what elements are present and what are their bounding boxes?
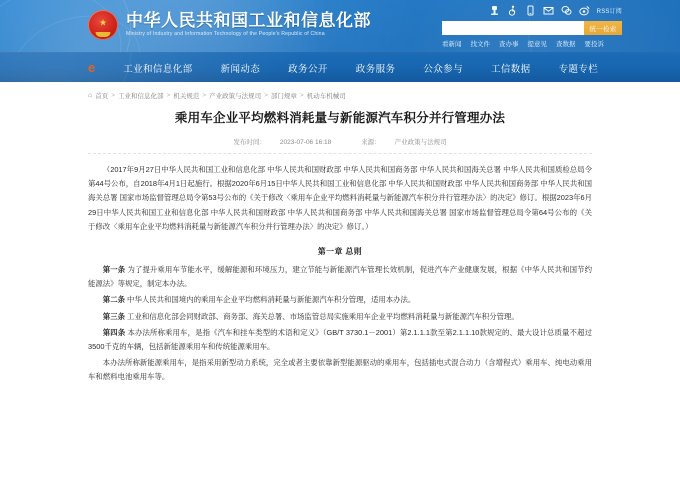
breadcrumb-item-rules[interactable]: 部门规章 xyxy=(270,93,297,100)
breadcrumb-item-current: 机动车机械司 xyxy=(306,93,346,100)
accessibility-hand-icon[interactable] xyxy=(489,5,500,16)
quick-link-news[interactable]: 看新闻 xyxy=(442,41,462,48)
article-text: 中华人民共和国境内的乘用车企业平均燃料消耗量与新能源汽车积分管理，适用本办法。 xyxy=(127,295,416,305)
header-utility-area xyxy=(442,3,622,48)
article-label: 第二条 xyxy=(102,295,125,305)
article-label: 第一条 xyxy=(102,265,126,275)
weibo-icon[interactable] xyxy=(579,5,590,16)
mobile-phone-icon[interactable] xyxy=(525,5,536,16)
site-header xyxy=(0,0,680,52)
nav-item-special-topics[interactable]: 专题专栏 xyxy=(558,63,599,75)
breadcrumb-separator: > xyxy=(166,92,171,99)
article-paragraph xyxy=(88,293,592,307)
document-meta xyxy=(88,137,592,154)
breadcrumb-separator: > xyxy=(264,92,268,99)
emblem-star-icon: ★ xyxy=(98,17,108,28)
main-navigation xyxy=(0,52,680,82)
quick-link-documents[interactable]: 找文件 xyxy=(470,41,490,48)
breadcrumb-item-ministry[interactable]: 工业和信息化部 xyxy=(118,93,164,100)
article-label: 第三条 xyxy=(102,311,125,321)
nav-item-public-participation[interactable]: 公众参与 xyxy=(423,63,463,75)
document-body xyxy=(88,163,592,385)
article-paragraph xyxy=(88,263,592,291)
breadcrumb-separator: > xyxy=(111,92,116,99)
breadcrumb-separator: > xyxy=(202,92,207,99)
header-icon-row xyxy=(442,3,622,17)
quick-link-services[interactable]: 查办事 xyxy=(499,41,519,48)
brand-title-cn: 中华人民共和国工业和信息化部 xyxy=(126,11,371,30)
breadcrumb xyxy=(88,91,680,100)
emblem-gear-icon xyxy=(96,32,111,37)
document-intro-paragraph: （2017年9月27日中华人民共和国工业和信息化部 中华人民共和国财政部 中华人民共和国商务部 中华人民共和国海关总署 中华人民共和国质检总局令第44号公布，自2018年4月1日起施行。根据2020年6月15日中华人民共和国工业和信息化部 中华人民共和国财政部 中华人民共和国商务部 中华人民共和国海关总署 国家市场监督管理总局令第53号公布的《关于修改〈乘用车企业平均燃料消耗量与新能源汽车积分并行管理办法〉的决定》修订。根据2023年6月29日中华人民共和国工业和信息化部 中华人民共和国财政部 中华人民共和国商务部 中华人民共和国海关总署 国家市场监督管理总局令第64号公布的《关于修改〈乘用车企业平均燃料消耗量与新能源汽车积分并行管理办法〉的决定》修订。） xyxy=(88,165,592,231)
article-paragraph xyxy=(88,310,592,324)
quick-link-feedback[interactable]: 提意见 xyxy=(527,41,547,48)
article-paragraph xyxy=(88,326,592,354)
wechat-icon[interactable] xyxy=(561,5,572,16)
site-brand[interactable] xyxy=(88,10,371,40)
breadcrumb-separator: > xyxy=(299,92,304,99)
nav-item-industry-data[interactable]: 工信数据 xyxy=(490,63,531,75)
breadcrumb-item-department[interactable]: 产业政策与法规司 xyxy=(209,93,262,100)
chapter-heading: 第一章 总则 xyxy=(317,247,363,257)
publish-time-label: 发布时间： 2023-07-06 16:18 xyxy=(233,139,332,146)
breadcrumb-item-home[interactable]: 首页 xyxy=(95,93,109,100)
source-label: 来源： 产业政策与法规司 xyxy=(361,139,447,146)
search-button[interactable]: 统一检索 xyxy=(584,21,622,35)
quick-link-data[interactable]: 查数据 xyxy=(556,41,576,48)
quick-links xyxy=(442,39,622,48)
closing-paragraph: 本办法所称新能源乘用车，是指采用新型动力系统，完全或者主要依靠新型能源驱动的乘用车，包括插电式混合动力（含增程式）乘用车、纯电动乘用车和燃料电池乘用车等。 xyxy=(88,358,592,382)
article-text: 为了提升乘用车节能水平，缓解能源和环境压力，建立节能与新能源汽车管理长效机制，促进汽车产业健康发展，根据《中华人民共和国节约能源法》等规定，制定本办法。 xyxy=(88,265,592,289)
nav-item-government-services[interactable]: 政务服务 xyxy=(355,63,396,75)
document-card xyxy=(88,100,592,385)
search-input[interactable] xyxy=(442,21,584,35)
nav-item-government-affairs[interactable]: 政务公开 xyxy=(288,63,328,75)
content-area xyxy=(0,91,680,385)
home-icon: ⌂ xyxy=(88,92,93,99)
article-text: 本办法所称乘用车，是指《汽车和挂车类型的术语和定义》（GB/T 3730.1－2001）第2.1.1.1款至第2.1.1.10款规定的、最大设计总质量不超过3500千克的车辆，包括新能源乘用车和传统能源乘用车。 xyxy=(88,327,592,352)
page-title: 乘用车企业平均燃料消耗量与新能源汽车积分并行管理办法 xyxy=(174,111,506,125)
nav-item-ministry[interactable]: 工业和信息化部 xyxy=(123,63,193,75)
email-icon[interactable] xyxy=(543,5,554,16)
article-text: 工业和信息化部会同财政部、商务部、海关总署、市场监管总局实施乘用车企业平均燃料消耗量与新能源汽车积分管理。 xyxy=(127,311,519,321)
nav-item-news[interactable]: 新闻动态 xyxy=(220,63,261,75)
wheelchair-icon[interactable] xyxy=(507,5,518,16)
rss-subscribe-link[interactable]: RSS订阅 xyxy=(596,8,622,15)
quick-link-complaint[interactable]: 要投诉 xyxy=(584,41,604,48)
brand-title-en: Ministry of Industry and Information Technology of the People's Republic of China xyxy=(126,31,325,37)
article-label: 第四条 xyxy=(102,327,126,337)
national-emblem-icon xyxy=(88,10,118,40)
nav-logo-icon: e xyxy=(88,60,96,75)
breadcrumb-item-regulations[interactable]: 机关规范 xyxy=(173,93,200,100)
site-search xyxy=(442,21,622,35)
